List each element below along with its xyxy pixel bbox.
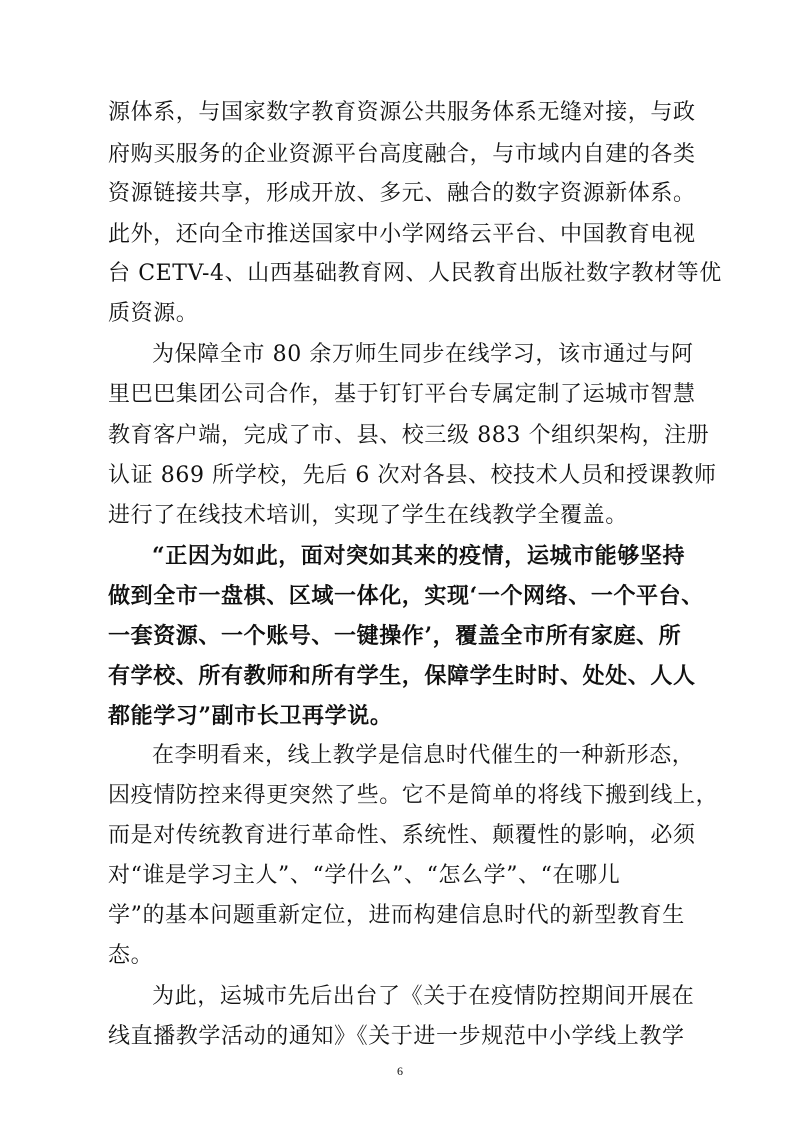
text-line: 此外，还向全市推送国家中小学网络云平台、中国教育电视 [108,222,696,247]
text-line: 源体系，与国家数字教育资源公共服务体系无缝对接，与政 [108,100,696,125]
text-line: 认证 869 所学校，先后 6 次对各县、校技术人员和授课教师 [108,463,717,488]
quote-line: 做到全市一盘棋、区域一体化，实现‘一个网络、一个平台、 [108,583,704,609]
text-line: 态。 [108,943,154,968]
paragraph-first-line: 为此，运城市先后出台了《关于在疫情防控期间开展在 [152,984,695,1009]
quote-line: 都能学习”副市长卫再学说。 [108,703,393,729]
text-line: 因疫情防控来得更突然了些。它不是简单的将线下搬到线上， [108,783,719,808]
quote-line: 一套资源、一个账号、一键操作’，覆盖全市所有家庭、所 [108,623,682,649]
text-line: 线直播教学活动的通知》《关于进一步规范中小学线上教学 [108,1024,685,1049]
quote-first-line: “正因为如此，面对突如其来的疫情，运城市能够坚持 [152,543,686,569]
text-line: 质资源。 [108,301,199,326]
page-number: 6 [397,1064,403,1078]
text-line: 学”的基本问题重新定位，进而构建信息时代的新型教育生 [108,903,685,928]
paragraph-first-line: 在李明看来，线上教学是信息时代催生的一种新形态， [152,743,695,768]
text-line: 资源链接共享，形成开放、多元、融合的数字资源新体系。 [108,181,696,206]
text-line: 里巴巴集团公司合作，基于钉钉平台专属定制了运城市智慧 [108,382,696,407]
text-line: 进行了在线技术培训，实现了学生在线教学全覆盖。 [108,503,628,528]
quote-line: 有学校、所有教师和所有学生，保障学生时时、处处、人人 [108,663,696,689]
text-line: 府购买服务的企业资源平台高度融合，与市域内自建的各类 [108,142,696,167]
text-line: 台 CETV-4、山西基础教育网、人民教育出版社数字教材等优 [108,261,722,286]
text-line: 对“谁是学习主人”、“学什么”、“怎么学”、“在哪儿 [108,863,621,888]
text-line: 而是对传统教育进行革命性、系统性、颠覆性的影响，必须 [108,823,696,848]
paragraph-first-line: 为保障全市 80 余万师生同步在线学习，该市通过与阿 [152,342,694,367]
text-line: 教育客户端，完成了市、县、校三级 883 个组织架构，注册 [108,423,710,448]
